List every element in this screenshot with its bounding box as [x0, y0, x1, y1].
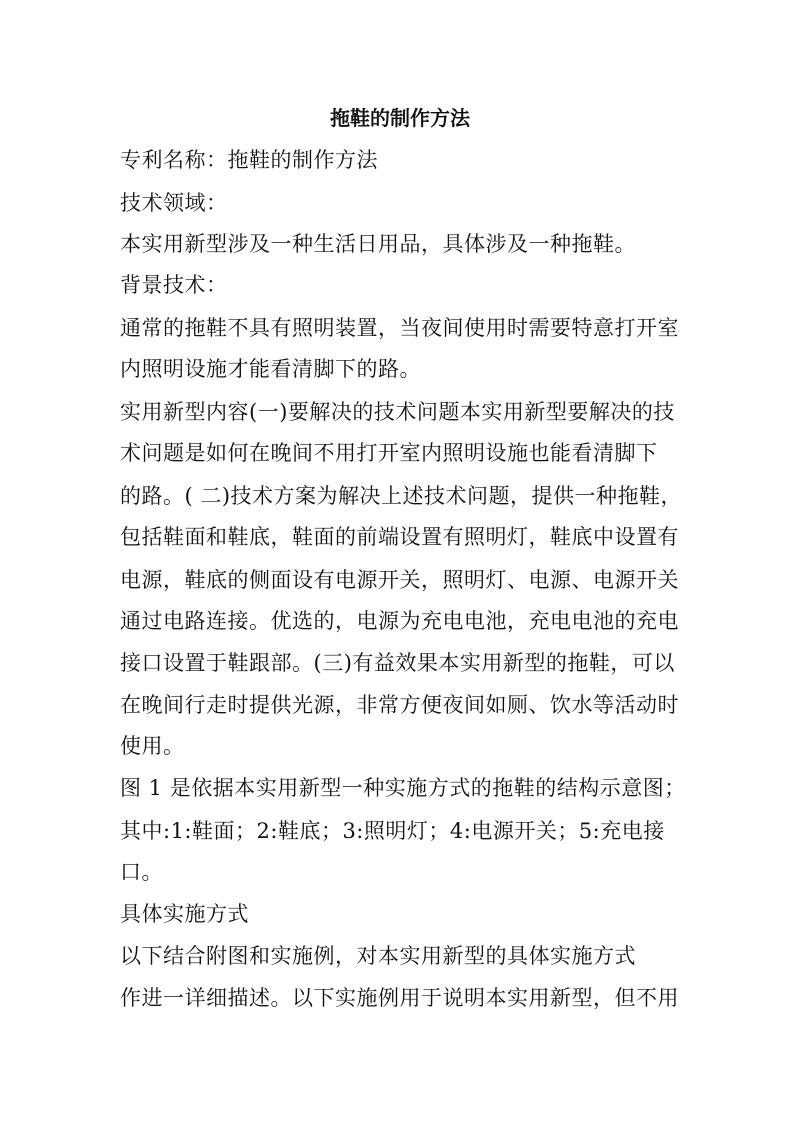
- paragraph-line: 以下结合附图和实施例，对本实用新型的具体实施方式: [120, 944, 636, 968]
- paragraph-line: 使用。: [120, 734, 185, 758]
- paragraph-line: 术问题是如何在晚间不用打开室内照明设施也能看清脚下: [120, 441, 658, 465]
- section-heading-background: 背景技术：: [120, 273, 228, 297]
- paragraph-line: 电源，鞋底的侧面设有电源开关，照明灯、电源、电源开关: [120, 568, 679, 592]
- paragraph-line: 作进一详细描述。以下实施例用于说明本实用新型，但不用: [120, 986, 679, 1010]
- paragraph-line: 在晚间行走时提供光源，非常方便夜间如厕、饮水等活动时: [120, 693, 679, 717]
- figure-legend-line: 口。: [120, 860, 163, 884]
- paragraph-line: 接口设置于鞋跟部。(三)有益效果本实用新型的拖鞋，可以: [120, 651, 675, 675]
- section-heading-embodiment: 具体实施方式: [120, 902, 249, 926]
- figure-caption-line: 图 1 是依据本实用新型一种实施方式的拖鞋的结构示意图；: [120, 776, 686, 800]
- paragraph-line: 的路。( 二)技术方案为解决上述技术问题，提供一种拖鞋，: [120, 484, 683, 508]
- document-title: 拖鞋的制作方法: [330, 106, 470, 130]
- paragraph-line: 实用新型内容(一)要解决的技术问题本实用新型要解决的技: [120, 400, 675, 424]
- paragraph-line: 内照明设施才能看清脚下的路。: [120, 357, 421, 381]
- paragraph-line: 包括鞋面和鞋底，鞋面的前端设置有照明灯，鞋底中设置有: [120, 525, 679, 549]
- paragraph-line: 通常的拖鞋不具有照明装置，当夜间使用时需要特意打开室: [120, 316, 679, 340]
- paragraph-line: 本实用新型涉及一种生活日用品，具体涉及一种拖鞋。: [120, 232, 636, 256]
- figure-legend-line: 其中:1:鞋面；2:鞋底；3:照明灯；4:电源开关；5:充电接: [120, 819, 665, 843]
- section-heading-technical-field: 技术领域：: [120, 191, 228, 215]
- patent-name-line: 专利名称：拖鞋的制作方法: [120, 148, 378, 172]
- paragraph-line: 通过电路连接。优选的，电源为充电电池，充电电池的充电: [120, 609, 679, 633]
